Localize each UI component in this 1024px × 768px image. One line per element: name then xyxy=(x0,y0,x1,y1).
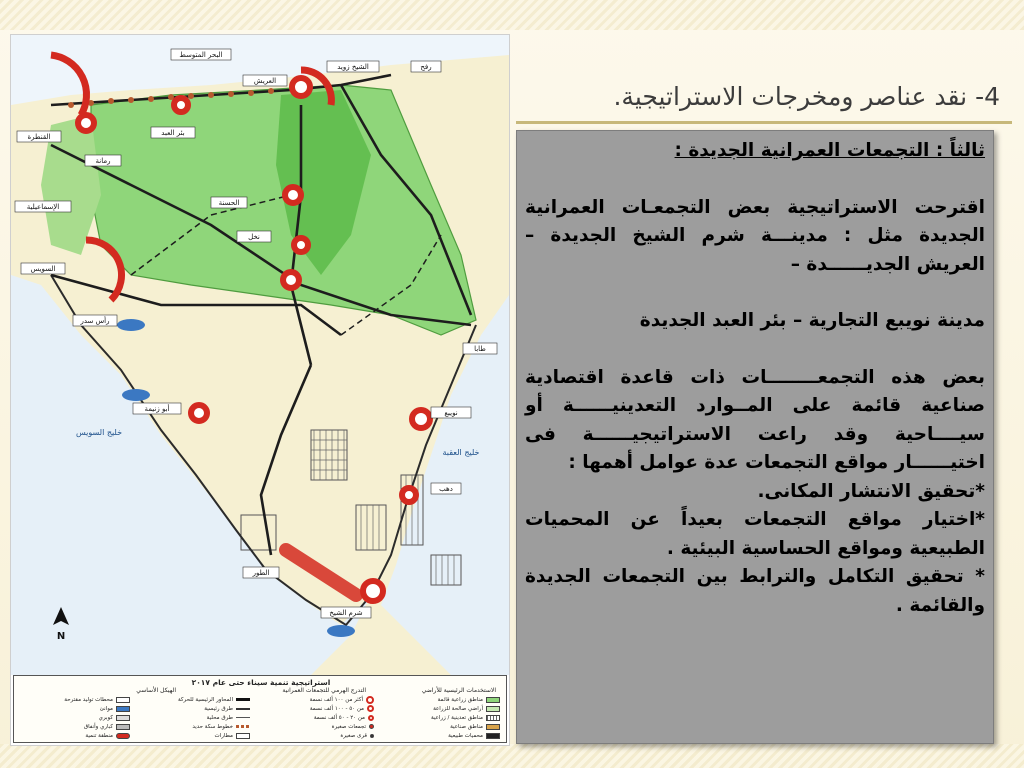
legend-swatch xyxy=(116,724,130,730)
map-drawing xyxy=(11,35,509,675)
section-heading: ثالثاً : التجمعات العمرانية الجديدة : xyxy=(674,140,985,161)
legend-swatch xyxy=(236,717,250,718)
legend-swatch xyxy=(369,724,374,729)
legend-item: من ٢٠ - ٥٠ ألف نسمة xyxy=(313,714,365,721)
place-label: رفح xyxy=(420,63,432,71)
slide-title: 4- نقد عناصر ومخرجات الاستراتيجية. xyxy=(613,82,1000,111)
legend-swatch xyxy=(486,724,500,730)
title-underline xyxy=(516,121,1012,124)
legend-swatch xyxy=(486,706,500,712)
paragraph-proposed-settlements: اقترحت الاستراتيجية بعض التجمعـات العمرانية الجديدة مثل : مدينـــة شرم الشيخ الجديدة – العريش الجديــــــدة – xyxy=(525,196,985,275)
legend-swatch xyxy=(236,708,250,710)
legend-column-facilities xyxy=(18,695,130,740)
legend-swatch xyxy=(370,734,374,738)
place-label: الحسنة xyxy=(218,199,240,207)
legend-swatch xyxy=(486,733,500,739)
top-decorative-stripes xyxy=(0,0,1024,30)
place-label: رمانة xyxy=(95,157,111,165)
legend-swatch xyxy=(486,697,500,703)
spacer xyxy=(525,336,985,364)
legend-column-settlements xyxy=(258,695,374,740)
legend-item: مطارات xyxy=(214,732,233,739)
sinai-strategy-map xyxy=(10,34,510,746)
legend-swatch xyxy=(236,698,250,701)
legend-item: مناطق تعدينية / زراعية xyxy=(431,714,483,721)
legend-swatch xyxy=(368,715,374,721)
place-label: العريش xyxy=(253,77,277,85)
legend-column-heading: الاستخدمات الرئيسية للأراضي xyxy=(421,687,496,694)
spacer xyxy=(525,166,985,194)
place-label: رأس سدر xyxy=(80,317,110,325)
legend-swatch xyxy=(116,715,130,721)
place-label: الشيخ زويد xyxy=(337,63,369,71)
legend-item: قرى صغيرة xyxy=(340,732,367,739)
legend-column-infrastructure xyxy=(138,695,250,740)
legend-item: أكثر من ١٠٠ ألف نسمة xyxy=(309,696,363,703)
place-label: طابا xyxy=(474,345,486,353)
place-label: القنطرة xyxy=(27,133,51,141)
legend-item: مناطق زراعية قائمة xyxy=(437,696,483,703)
place-label: نخل xyxy=(248,233,260,241)
paragraph-settlement-list: مدينة نويبع التجارية – بئر العبد الجديدة xyxy=(639,310,985,331)
place-label: نويبع xyxy=(444,409,458,417)
place-label: دهب xyxy=(439,485,453,493)
legend-item: طرق رئيسية xyxy=(204,705,233,712)
legend-swatch xyxy=(116,697,130,703)
place-label: الإسماعيلية xyxy=(26,203,60,211)
legend-swatch xyxy=(236,733,250,739)
legend-column-heading: التدرج الهرمي للتجمعات العمرانية xyxy=(282,687,366,694)
place-label: خليج السويس xyxy=(75,428,123,437)
legend-swatch xyxy=(366,696,374,704)
north-label: N xyxy=(56,631,66,642)
legend-column-heading: الهيكل الأساسي xyxy=(136,687,176,694)
legend-item: المحاور الرئيسية للحركة xyxy=(177,696,233,703)
place-label: خليج العقبة xyxy=(442,448,480,457)
legend-item: طرق محلية xyxy=(206,714,233,721)
place-label: شرم الشيخ xyxy=(329,609,363,617)
legend-item: خطوط سكة حديد xyxy=(192,723,233,730)
bullet-protected-areas: *اختيار مواقع التجمعات بعيداً عن المحميات الطبيعية ومواقع الحساسية البيئية . xyxy=(525,509,985,559)
legend-item: كباري وأنفاق xyxy=(83,723,113,730)
place-label: بئر العبد xyxy=(161,129,185,137)
legend-swatch xyxy=(236,725,250,728)
legend-title: استراتيجية تنمية سيناء حتى عام ٢٠١٧ xyxy=(191,678,331,687)
legend-column-land-use xyxy=(380,695,500,740)
legend-item: تجمعات صغيرة xyxy=(331,723,366,730)
place-label: أبو زنيمة xyxy=(144,405,170,413)
legend-item: من ٥٠ - ١٠٠ ألف نسمة xyxy=(309,705,364,712)
map-legend xyxy=(13,675,507,743)
legend-item: مناطق صناعية xyxy=(450,723,483,730)
bullet-integration: * تحقيق التكامل والترابط بين التجمعات الجديدة والقائمة . xyxy=(525,566,985,616)
content-text-box xyxy=(516,130,994,744)
paragraph-economic-base: بعض هذه التجمعــــــــات ذات قاعدة اقتصادية صناعية قائمة على المــوارد التعدينيــــــة أو سيــــاحية وقد راعت الاستراتيجيــــــة فى اختيــــــار مواقع التجمعات عدة عوامل أهمها : xyxy=(525,366,985,473)
legend-swatch xyxy=(116,706,130,712)
place-label: الطور xyxy=(252,569,270,577)
legend-item: منطقة تنمية xyxy=(85,732,113,739)
legend-item: محطات توليد مقترحة xyxy=(64,696,113,703)
place-label: السويس xyxy=(30,265,56,273)
legend-swatch xyxy=(486,715,500,721)
legend-item: أراضي صالحة للزراعة xyxy=(433,705,483,712)
bullet-spatial-distribution: *تحقيق الانتشار المكانى. xyxy=(757,480,985,502)
bottom-decorative-stripes xyxy=(0,744,1024,768)
place-label: البحر المتوسط xyxy=(179,51,223,59)
legend-item: كوبري xyxy=(98,714,113,721)
legend-item: محميات طبيعية xyxy=(448,732,483,739)
legend-swatch xyxy=(116,733,130,739)
spacer xyxy=(525,279,985,307)
legend-swatch xyxy=(367,705,374,712)
legend-item: موانئ xyxy=(99,705,113,712)
